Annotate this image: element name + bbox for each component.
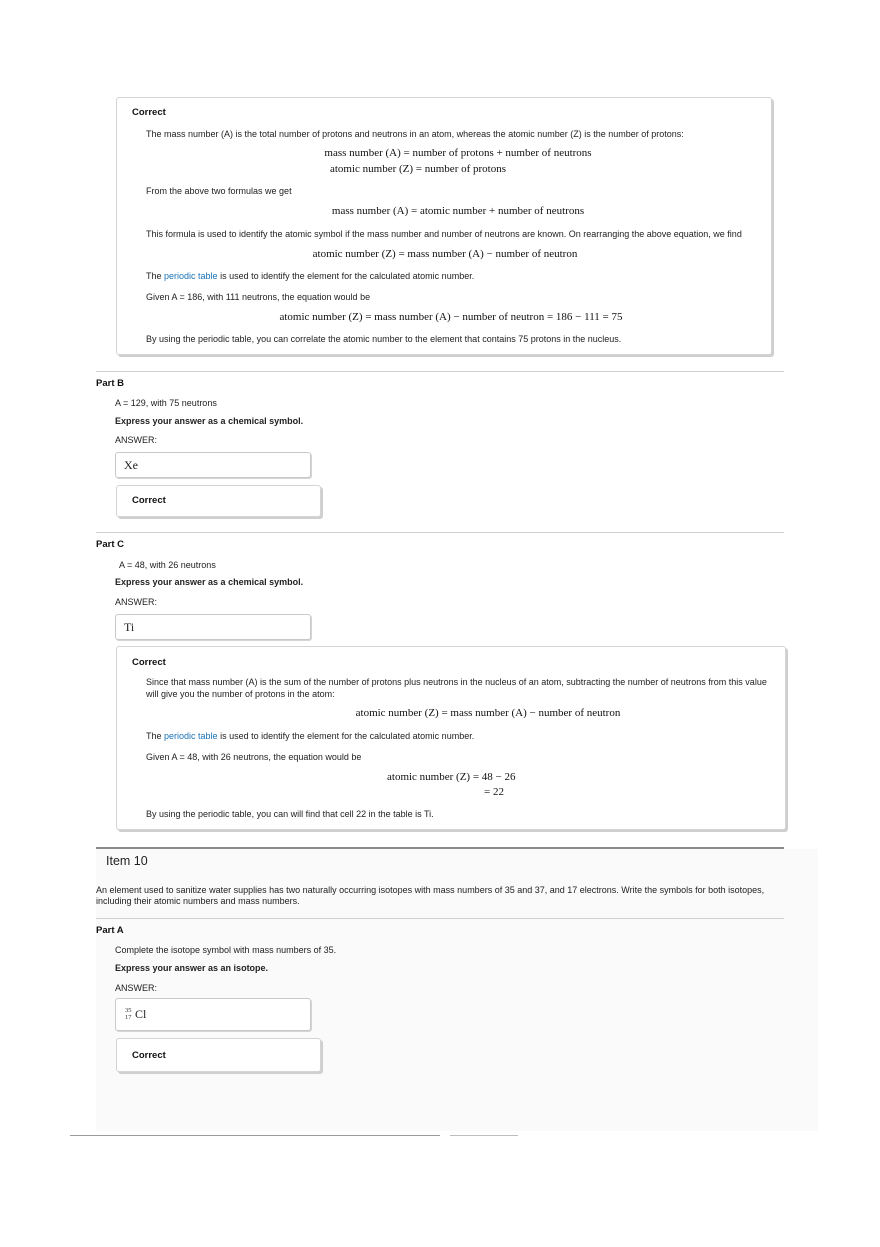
- item-10-part-a-answer-field[interactable]: [115, 998, 311, 1031]
- part-c-feedback-given: Given A = 48, with 26 neutrons, the equation would be: [146, 752, 362, 762]
- part-b-question: A = 129, with 75 neutrons: [115, 398, 217, 408]
- item-10-part-a-instruction: Express your answer as an isotope.: [115, 963, 269, 973]
- equation-computed: atomic number (Z) = mass number (A) − number of neutron = 186 − 111 = 75: [279, 311, 623, 323]
- part-a-feedback-box: [116, 97, 772, 355]
- equation-mass-atomic: mass number (A) = atomic number + number of neutrons: [331, 205, 585, 217]
- part-c-feedback-title: Correct: [132, 657, 166, 668]
- feedback-conclusion: By using the periodic table, you can correlate the atomic number to the element that contains 75 protons in the nucleus.: [146, 334, 622, 344]
- divider-part-c: [96, 532, 784, 533]
- item-10-part-a-feedback-box: [116, 1038, 321, 1072]
- feedback-title: Correct: [132, 107, 166, 118]
- part-c-answer-field[interactable]: [115, 614, 311, 640]
- part-b-label: Part B: [96, 378, 124, 389]
- item-10-description: An element used to sanitize water supplies has two naturally occurring isotopes with mass numbers of 35 and 37, and 17 electrons. Write the symbols for both isotopes, including their atomic numbers and mass numbers.: [96, 885, 765, 906]
- part-c-periodic-pre: The: [146, 731, 165, 741]
- divider-part-b: [96, 371, 784, 372]
- feedback-periodic: [146, 270, 474, 282]
- feedback-formula-used: This formula is used to identify the atomic symbol if the mass number and number of neutrons are known. On rearranging the above equation, we find: [146, 229, 742, 239]
- item-10-part-a-label: Part A: [96, 925, 124, 936]
- part-c-periodic-post: is used to identify the element for the calculated atomic number.: [217, 731, 475, 741]
- equation-rearranged: atomic number (Z) = mass number (A) − number of neutron: [312, 248, 578, 260]
- item-10-title: Item 10: [106, 854, 148, 868]
- isotope-mass-number: 35: [125, 1007, 132, 1014]
- part-c-periodic-table-link[interactable]: periodic table: [164, 731, 218, 741]
- equation-mass-number: mass number (A) = number of protons + number of neutrons: [324, 147, 592, 159]
- item-10-part-a-feedback-title: Correct: [132, 1050, 166, 1061]
- part-b-instruction: Express your answer as a chemical symbol.: [115, 416, 304, 426]
- part-c-feedback-intro: Since that mass number (A) is the sum of the number of protons plus neutrons in the nucleus of an atom, subtracting the number of neutrons from this value will give you the number of protons in the atom:: [146, 677, 767, 699]
- part-b-answer-label: ANSWER:: [115, 435, 158, 445]
- page-footer-mark: [450, 1135, 518, 1136]
- feedback-from-above: From the above two formulas we get: [146, 186, 292, 196]
- divider-item-10-part-a: [96, 918, 784, 919]
- page-footer-rule: [70, 1135, 440, 1136]
- part-c-label: Part C: [96, 539, 124, 550]
- part-c-answer-value: Ti: [124, 620, 135, 634]
- isotope-atomic-number: 17: [125, 1014, 132, 1021]
- item-10-part-a-answer-label: ANSWER:: [115, 983, 158, 993]
- periodic-table-link[interactable]: periodic table: [164, 271, 218, 281]
- part-c-answer-label: ANSWER:: [115, 597, 158, 607]
- part-c-equation: atomic number (Z) = mass number (A) − number of neutron: [355, 707, 621, 719]
- part-b-feedback-box: [116, 485, 321, 517]
- equation-atomic-number: atomic number (Z) = number of protons: [329, 163, 507, 175]
- part-c-question: A = 48, with 26 neutrons: [119, 560, 216, 570]
- part-b-feedback-title: Correct: [132, 495, 166, 506]
- part-c-equation-calc-line1: atomic number (Z) = 48 − 26: [387, 771, 516, 783]
- part-c-feedback-periodic: [146, 730, 474, 742]
- feedback-given: Given A = 186, with 111 neutrons, the equation would be: [146, 292, 371, 302]
- part-b-answer-value: Xe: [124, 458, 138, 472]
- part-c-instruction: Express your answer as a chemical symbol.: [115, 577, 304, 587]
- part-c-feedback-box: [116, 646, 786, 830]
- part-b-answer-field[interactable]: [115, 452, 311, 478]
- part-c-equation-calc-line2: = 22: [484, 786, 504, 798]
- part-c-feedback-conclusion: By using the periodic table, you can will find that cell 22 in the table is Ti.: [146, 809, 434, 819]
- periodic-pre: The: [146, 271, 165, 281]
- feedback-intro: The mass number (A) is the total number of protons and neutrons in an atom, whereas the atomic number (Z) is the number of protons:: [146, 129, 684, 139]
- periodic-post: is used to identify the element for the calculated atomic number.: [217, 271, 475, 281]
- item-10-part-a-question: Complete the isotope symbol with mass numbers of 35.: [115, 945, 337, 955]
- isotope-symbol: Cl: [135, 1007, 147, 1021]
